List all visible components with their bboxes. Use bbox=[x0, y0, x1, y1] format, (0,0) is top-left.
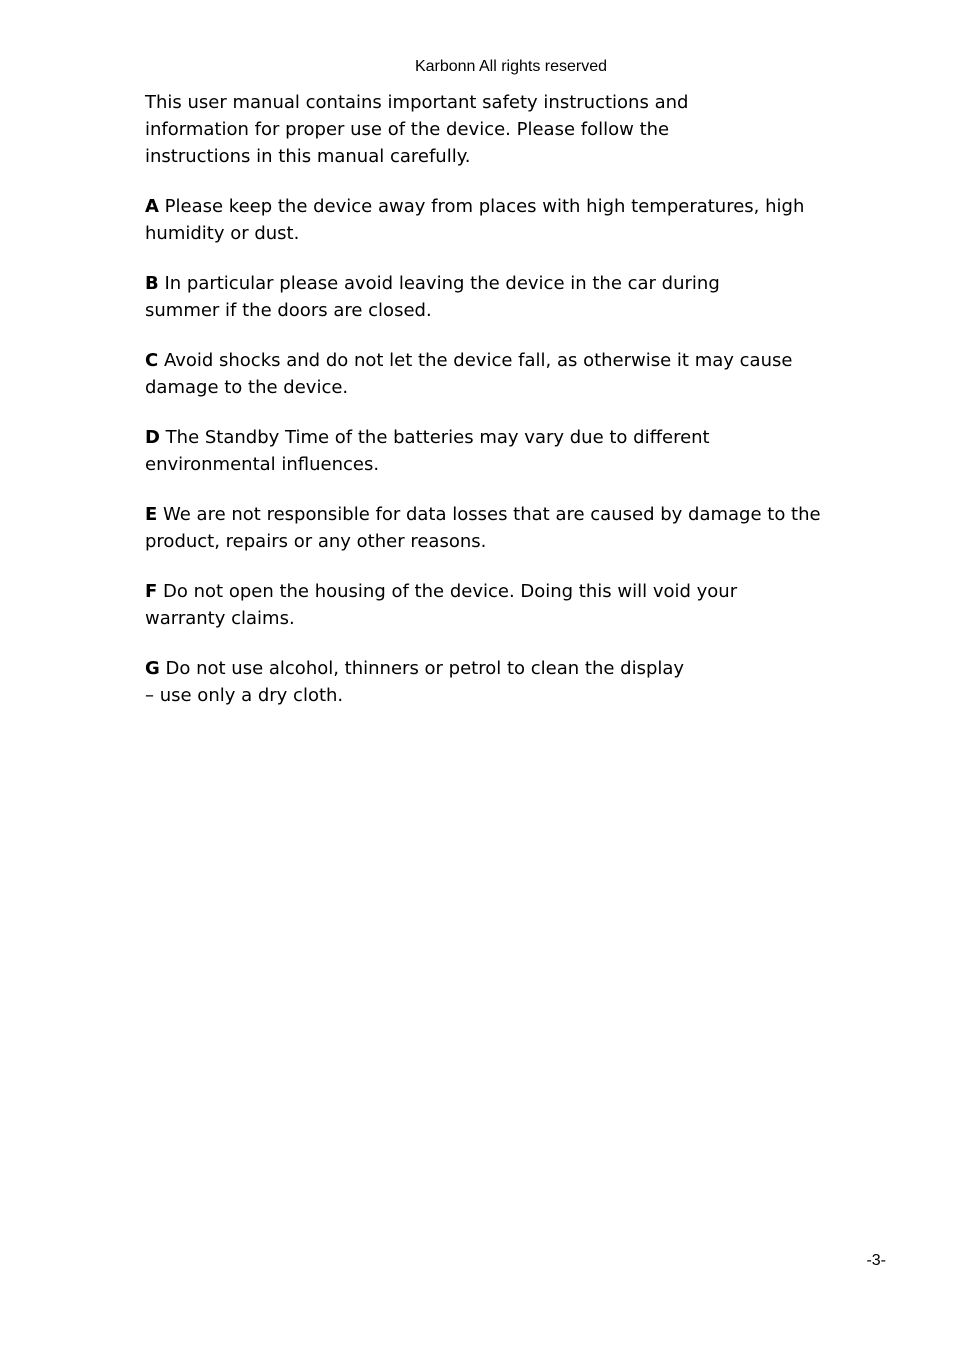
page-header: Karbonn All rights reserved bbox=[414, 58, 608, 75]
item-letter: G bbox=[145, 658, 160, 679]
intro-paragraph: This user manual contains important safety instructions and information for proper use of the device. Please follow the instructions in this manual carefully. bbox=[145, 92, 689, 167]
item-letter: F bbox=[145, 581, 158, 602]
item-text: Please keep the device away from places with high temperatures, high humidity or dust. bbox=[145, 196, 805, 244]
item-letter: D bbox=[145, 427, 160, 448]
item-text: Do not open the housing of the device. Doing this will void your warranty claims. bbox=[145, 581, 738, 629]
item-letter: E bbox=[145, 504, 158, 525]
item-letter: A bbox=[145, 196, 159, 217]
item-text: The Standby Time of the batteries may vary due to different environmental influences. bbox=[145, 427, 710, 475]
item-letter: C bbox=[145, 350, 159, 371]
item-text: Avoid shocks and do not let the device fall, as otherwise it may cause damage to the device. bbox=[145, 350, 793, 398]
page-number: -3- bbox=[866, 1252, 886, 1269]
instruction-item-e bbox=[145, 501, 875, 555]
instruction-item-g bbox=[145, 655, 875, 709]
item-letter: B bbox=[145, 273, 159, 294]
instruction-item-f bbox=[145, 578, 875, 632]
instruction-item-a bbox=[145, 193, 875, 247]
instruction-item-b bbox=[145, 270, 875, 324]
safety-instructions bbox=[145, 89, 875, 732]
item-text: Do not use alcohol, thinners or petrol to clean the display – use only a dry cloth. bbox=[145, 658, 685, 706]
instruction-item-d bbox=[145, 424, 875, 478]
item-text: In particular please avoid leaving the device in the car during summer if the doors are closed. bbox=[145, 273, 720, 321]
item-text: We are not responsible for data losses that are caused by damage to the product, repairs or any other reasons. bbox=[145, 504, 821, 552]
instruction-item-c bbox=[145, 347, 875, 401]
